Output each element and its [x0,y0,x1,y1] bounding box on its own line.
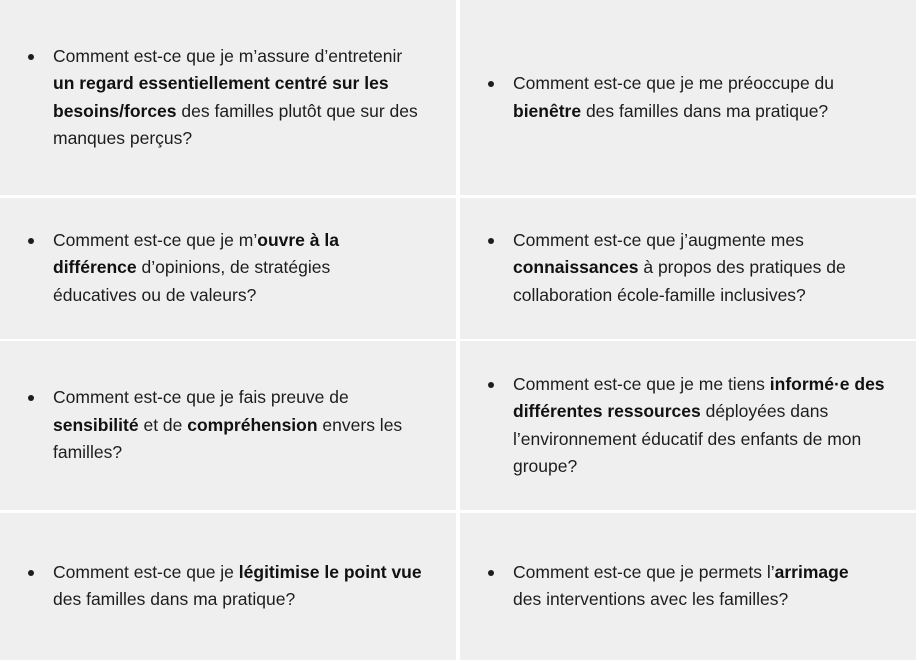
question-text: Comment est-ce que je m’assure d’entretenir un regard essentiellement centré sur les besoins/forces des familles plutôt que sur des manques perçus? [53,45,418,148]
table-cell [460,0,916,195]
bullet-icon [488,570,494,576]
list-item [28,559,448,614]
bullet-icon [28,238,34,244]
question-text: Comment est-ce que je légitimise le point vue des familles dans ma pratique? [53,561,422,609]
question-text: Comment est-ce que je permets l’arrimage des interventions avec les familles? [513,561,849,609]
table-cell [0,0,456,195]
bullet-icon [488,382,494,388]
table-cell [0,341,456,510]
question-text: Comment est-ce que je me tiens informé·e des différentes ressources déployées dans l’environnement éducatif des enfants de mon groupe? [513,373,885,476]
list-item [488,371,888,481]
bullet-icon [28,54,34,60]
question-text: Comment est-ce que j’augmente mes connaissances à propos des pratiques de collaboration école-famille inclusives? [513,229,846,305]
list-item [488,70,891,125]
bullet-icon [488,238,494,244]
question-text: Comment est-ce que je m’ouvre à la différence d’opinions, de stratégies éducatives ou de valeurs? [53,229,339,305]
question-text: Comment est-ce que je me préoccupe du bienêtre des familles dans ma pratique? [513,73,834,121]
table-cell [0,198,456,339]
bullet-icon [28,570,34,576]
list-item [28,227,398,310]
list-item [488,559,858,614]
list-item [28,384,425,467]
question-text: Comment est-ce que je fais preuve de sensibilité et de compréhension envers les familles? [53,387,403,463]
list-item [488,227,891,310]
table-cell [460,513,916,660]
table-cell [460,341,916,510]
table-cell [0,513,456,660]
bullet-icon [28,395,34,401]
list-item [28,43,423,153]
table-cell [460,198,916,339]
bullet-icon [488,81,494,87]
